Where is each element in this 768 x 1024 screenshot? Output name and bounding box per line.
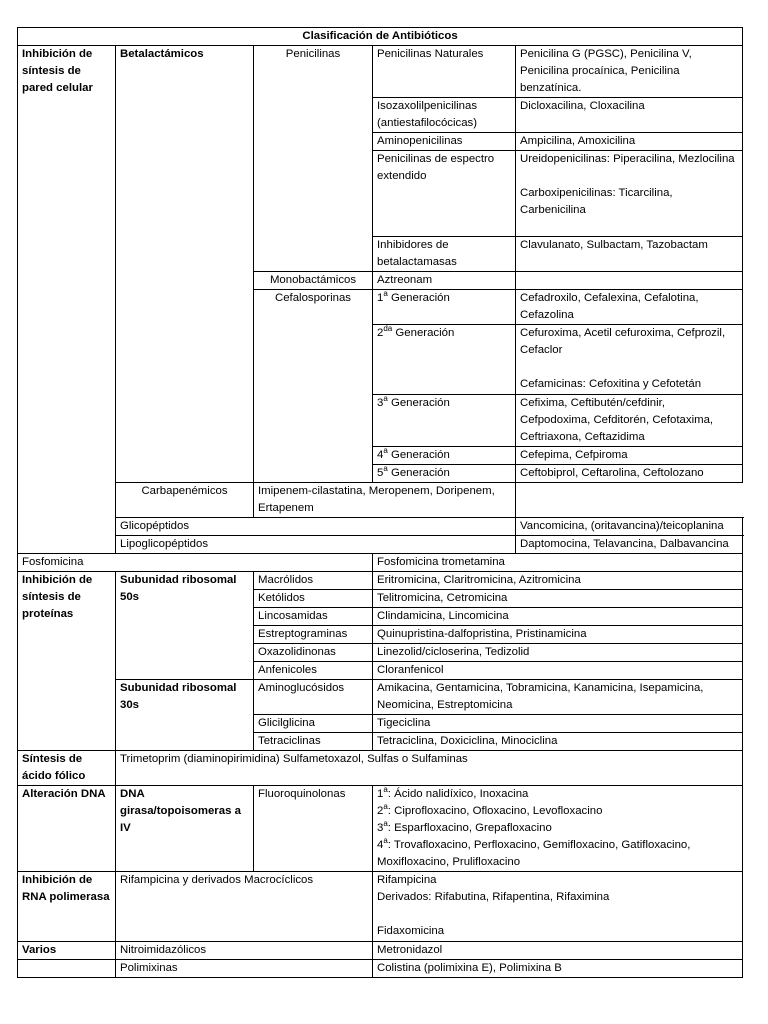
fq-generation-1: 1$^a$: Ácido nalidíxico, Inoxacina [377, 785, 529, 800]
class-fosfomycin: Fosfomicina [18, 554, 373, 572]
table-row [18, 483, 743, 518]
drugs-cell: Telitromicina, Cetromicina [373, 590, 743, 608]
title-row [18, 28, 743, 46]
class-cell: Lincosamidas [254, 608, 373, 626]
generation-cell: 3$^a$ Generación [373, 395, 516, 447]
class-cell: Macrólidos [254, 572, 373, 590]
drugs-cell: Linezolid/cicloserina, Tedizolid [373, 644, 743, 662]
mechanism-dna: Alteración DNA [18, 786, 116, 872]
drugs-cell: Cefuroxima, Acetil cefuroxima, Cefprozil, Cefaclor Cefamicinas: Cefoxitina y Cefotetán [516, 325, 743, 395]
subgroup-cell: Inhibidores de betalactamasas [373, 237, 516, 272]
drugs-cell: Amikacina, Gentamicina, Tobramicina, Kanamicina, Isepamicina, Neomicina, Estreptomicina [373, 680, 743, 715]
table-row [18, 536, 743, 554]
class-cell: Anfenicoles [254, 662, 373, 680]
drugs-cell: Fosfomicina trometamina [373, 554, 743, 572]
fq-generation-3: 3$^a$: Esparfloxacino, Grepafloxacino [377, 819, 552, 834]
drugs-cell: Cefepima, Cefpiroma [516, 447, 743, 465]
table-row [18, 518, 743, 536]
class-cell: Nitroimidazólicos [116, 942, 373, 960]
mechanism-folic-acid: Síntesis de ácido fólico [18, 751, 116, 786]
drugs-cell: Cefadroxilo, Cefalexina, Cefalotina, Cefazolina [516, 290, 743, 325]
class-cell: Ketólidos [254, 590, 373, 608]
drugs-cell: Quinupristina-dalfopristina, Pristinamicina [373, 626, 743, 644]
drugs-cell [373, 786, 743, 872]
antibiotic-classification-table [17, 27, 743, 978]
table-row [18, 786, 743, 872]
mechanism-misc: Varios [18, 942, 116, 960]
class-cell: Glicilglicina [254, 715, 373, 733]
table-row [18, 960, 743, 978]
subgroup-cell: Isozaxolilpenicilinas (antiestafilocócicas) [373, 98, 516, 133]
group-penicillins: Penicilinas [254, 46, 373, 272]
table-row [18, 942, 743, 960]
subunit-50s: Subunidad ribosomal 50s [116, 572, 254, 680]
table-row [18, 46, 743, 98]
drugs-cell: Imipenem-cilastatina, Meropenem, Doripenem, Ertapenem [254, 483, 516, 518]
mechanism-protein: Inhibición de síntesis de proteínas [18, 572, 116, 751]
drugs-cell: Vancomicina, (oritavancina)/teicoplanina [516, 518, 743, 536]
subgroup-cell: Penicilinas de espectro extendido [373, 151, 516, 237]
fq-generation-4: 4$^a$: Trovafloxacino, Perfloxacino, Gemifloxacino, Gatifloxacino, Moxifloxacino, Prulifloxacino [377, 836, 691, 868]
class-betalactams: Betalactámicos [116, 46, 254, 483]
drugs-cell: Ceftobiprol, Ceftarolina, Ceftolozano [516, 465, 743, 483]
table-title: Clasificación de Antibióticos [18, 28, 743, 46]
drugs-cell: Ureidopenicilinas: Piperacilina, Mezlocilina Carboxipenicilinas: Ticarcilina, Carbenicilina [516, 151, 743, 237]
mechanism-cell-wall: Inhibición de síntesis de pared celular [18, 46, 116, 554]
subgroup-cell: Aztreonam [373, 272, 516, 290]
drugs-cell: Rifampicina Derivados: Rifabutina, Rifapentina, Rifaximina Fidaxomicina [373, 872, 743, 942]
drugs-cell: Tetraciclina, Doxiciclina, Minociclina [373, 733, 743, 751]
class-cell: Polimixinas [116, 960, 373, 978]
drugs-cell: Ampicilina, Amoxicilina [516, 133, 743, 151]
class-cell: Tetraciclinas [254, 733, 373, 751]
class-cell: Aminoglucósidos [254, 680, 373, 715]
drugs-cell: Penicilina G (PGSC), Penicilina V, Penicilina procaínica, Penicilina benzatínica. [516, 46, 743, 98]
drugs-cell: Colistina (polimixina E), Polimixina B [373, 960, 743, 978]
class-lipoglycopeptides: Lipoglicopéptidos [116, 536, 516, 554]
drugs-cell: Clavulanato, Sulbactam, Tazobactam [516, 237, 743, 272]
class-cell: Estreptograminas [254, 626, 373, 644]
drugs-cell: Cefixima, Ceftibutén/cefdinir, Cefpodoxima, Cefditorén, Cefotaxima, Ceftriaxona, Ceftazidima [516, 395, 743, 447]
subunit-30s: Subunidad ribosomal 30s [116, 680, 254, 751]
generation-cell: $2^{da}$ Generación [373, 325, 516, 395]
empty-cell [516, 272, 743, 290]
drugs-cell: Dicloxacilina, Cloxacilina [516, 98, 743, 133]
subgroup-cell: Penicilinas Naturales [373, 46, 516, 98]
drugs-cell: Tigeciclina [373, 715, 743, 733]
mechanism-rna: Inhibición de RNA polimerasa [18, 872, 116, 942]
class-cell: Oxazolidinonas [254, 644, 373, 662]
class-fluoroquinolones: Fluoroquinolonas [254, 786, 373, 872]
drugs-cell: Clindamicina, Lincomicina [373, 608, 743, 626]
table-row [18, 751, 743, 786]
drugs-cell: Daptomocina, Telavancina, Dalbavancina [516, 536, 743, 554]
group-monobactams: Monobactámicos [254, 272, 373, 290]
group-carbapenems: Carbapenémicos [116, 483, 254, 518]
subgroup-cell: Aminopenicilinas [373, 133, 516, 151]
drugs-cell: Metronidazol [373, 942, 743, 960]
drugs-cell: Trimetoprim (diaminopirimidina) Sulfametoxazol, Sulfas o Sulfaminas [116, 751, 743, 786]
table-row [18, 572, 743, 590]
group-cephalosporins: Cefalosporinas [254, 290, 373, 483]
empty-cell [18, 960, 116, 978]
table-row [18, 554, 743, 572]
target-dna-gyrase: DNA girasa/topoisomeras a IV [116, 786, 254, 872]
class-rifamycins: Rifampicina y derivados Macrocíclicos [116, 872, 373, 942]
drugs-cell: Eritromicina, Claritromicina, Azitromicina [373, 572, 743, 590]
generation-cell: 5$^a$ Generación [373, 465, 516, 483]
fq-generation-2: 2$^a$: Ciprofloxacino, Ofloxacino, Levofloxacino [377, 802, 603, 817]
drugs-cell: Cloranfenicol [373, 662, 743, 680]
table-row [18, 872, 743, 942]
generation-cell: 1$^a$ Generación [373, 290, 516, 325]
generation-cell: 4$^a$ Generación [373, 447, 516, 465]
class-glycopeptides: Glicopéptidos [116, 518, 516, 536]
table-row [18, 680, 743, 715]
